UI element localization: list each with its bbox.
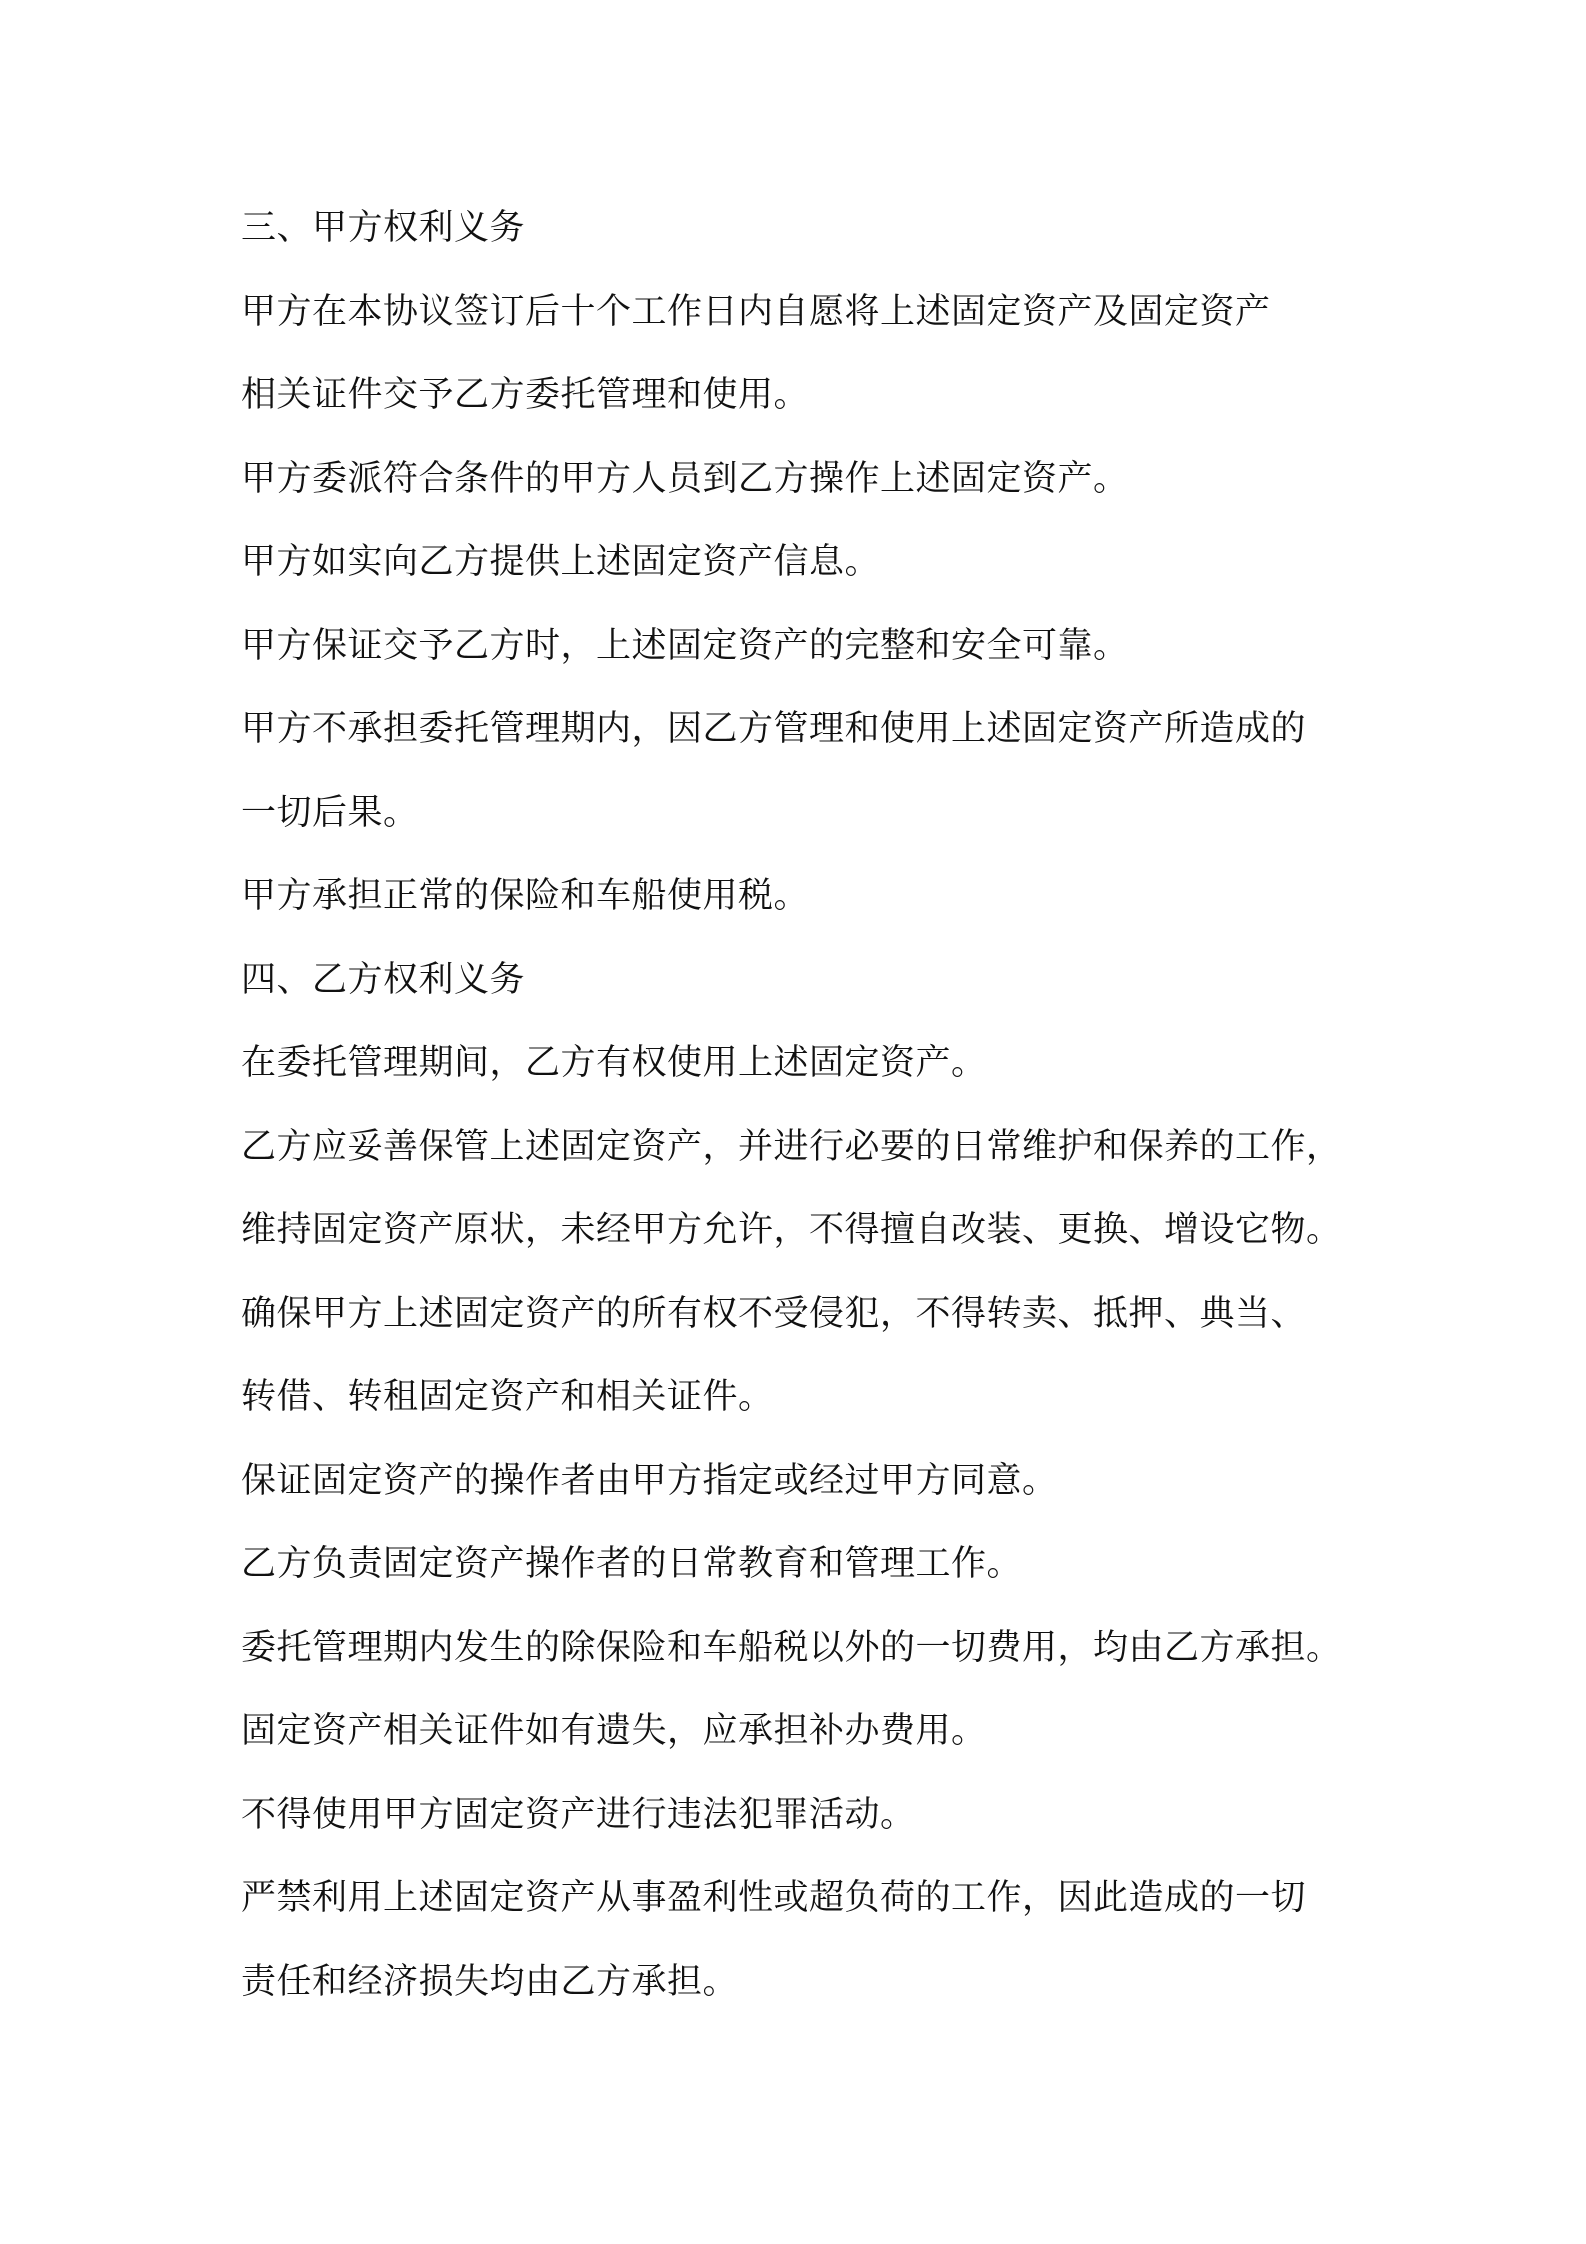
paragraph-line: 甲方不承担委托管理期内，因乙方管理和使用上述固定资产所造成的	[241, 709, 1307, 749]
paragraph-line: 甲方委派符合条件的甲方人员到乙方操作上述固定资产。	[241, 458, 1129, 499]
document-body	[241, 196, 1381, 2033]
paragraph-line: 在委托管理期间，乙方有权使用上述固定资产。	[241, 1043, 987, 1083]
paragraph-line: 转借、转租固定资产和相关证件。	[241, 1377, 774, 1417]
paragraph-line: 确保甲方上述固定资产的所有权不受侵犯，不得转卖、抵押、典当、	[241, 1293, 1307, 1334]
section-heading-4: 四、乙方权利义务	[241, 959, 526, 1000]
paragraph-line: 保证固定资产的操作者由甲方指定或经过甲方同意。	[241, 1460, 1058, 1501]
paragraph-line: 维持固定资产原状，未经甲方允许，不得擅自改装、更换、增设它物。	[241, 1210, 1342, 1250]
paragraph-line: 甲方承担正常的保险和车船使用税。	[241, 876, 810, 916]
paragraph-line: 乙方负责固定资产操作者的日常教育和管理工作。	[241, 1544, 1023, 1584]
paragraph-line: 固定资产相关证件如有遗失，应承担补办费用。	[241, 1711, 987, 1751]
paragraph-line: 责任和经济损失均由乙方承担。	[241, 1961, 739, 2002]
paragraph-line: 一切后果。	[241, 792, 419, 833]
paragraph-line: 甲方在本协议签订后十个工作日内自愿将上述固定资产及固定资产	[241, 291, 1271, 332]
paragraph-line: 不得使用甲方固定资产进行违法犯罪活动。	[241, 1794, 916, 1835]
paragraph-line: 相关证件交予乙方委托管理和使用。	[241, 375, 810, 415]
paragraph-line: 严禁利用上述固定资产从事盈利性或超负荷的工作，因此造成的一切	[241, 1878, 1307, 1918]
section-heading-3: 三、甲方权利义务	[241, 208, 526, 248]
paragraph-line: 甲方保证交予乙方时，上述固定资产的完整和安全可靠。	[241, 625, 1129, 666]
paragraph-line: 甲方如实向乙方提供上述固定资产信息。	[241, 542, 881, 582]
paragraph-line: 乙方应妥善保管上述固定资产，并进行必要的日常维护和保养的工作，	[241, 1126, 1342, 1167]
paragraph-line: 委托管理期内发生的除保险和车船税以外的一切费用，均由乙方承担。	[241, 1627, 1342, 1668]
